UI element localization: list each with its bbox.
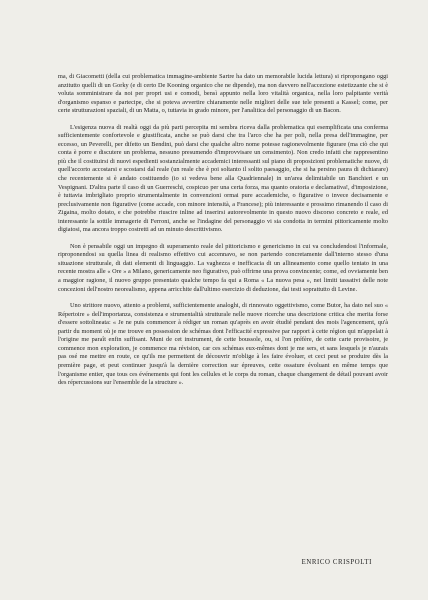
paragraph-gap (58, 235, 388, 243)
author-signature: ENRICO CRISPOLTI (301, 559, 372, 566)
paragraph-gap (58, 294, 388, 302)
paragraph-4: Uno strittore nuovo, attento a problemi, sufficientemente analoghi, di rinnovato oggettivismo, come Butor, ha dato nel suo « Répertoire » dell'importanza, consistenza e strumentalità strutturale nelle nuove ricerche una descrizione critica che merita forse d'essere sottolineata: « Je ne puis commencer à rédiger un roman qu'après en avoir étudié pendant des mois l'agencement, qu'à partir du moment où je me trouve en possession de schémas dont l'efficacité expressive par rapport à cette région qui m'appelait à l'origine me paraît enfin suffisant. Muni de cet instrument, de cette boussole, ou, si l'on préfère, de cette carte provisoire, je commence mon exploration, je commence ma révision, car ces schémas eux-mêmes dont je me sers, et sans lesquels je n'aurais pas osé me mettre en route, ce qu'ils me permettent de découvrir m'oblige à les faire évoluer, et ceci peut se produire dès la première page, et peut continuer jusqu'à la dernière correction sur épreuves, cette ossature évoluant en même temps que l'organisme entier, que tous ces événements qui font les cellules et le corps du roman, chaque changement de détail pouvant avoir des répercussions sur l'ensemble de la structure ». (58, 302, 388, 387)
paragraph-3: Non è pensabile oggi un impegno di superamento reale del pittoricismo e genericismo in cui va concludendosi l'informale, riproponendosi su quella linea di realismo effettivo cui accennavo, se non partendo concretamente dall'interno stesso d'una situazione strutturale, di dati elementi di linguaggio. La vaghezza e inefficacia di un allineamento come quello tentato in una recente mostra alle « Ore » a Milano, genericamente neo figurativo, può offrirne una prova convincente; come, ed ovviamente ben a maggior ragione, il nuovo gruppo presentato qualche tempo fa qui a Roma « La nuova pesa », nei limiti tassativi delle note concezioni dell'nostro neorealismo, appena arricchite dall'ultimo esercizio di deduzione, dai testi soprattutto di Levine. (58, 242, 388, 293)
paragraph-1: ma, di Giacometti (della cui problematica immagine-ambiente Sartre ha dato un memorabile lucida lettura) si ripropongano oggi anzitutto quelli di un Gorky (e di certo De Kooning organico che ne dipende), ma non davvero nell'accezione estetizzante che si è voluta somministrare da noi per propri usi e comodi, bensì appunto nella loro vitalità organica, nella loro palpitante verità d'organismo espanso e partecipe, che si poteva avvertire chiaramente nelle migliori delle sue tele presenti a Kassel; come, per certe strutturazioni spaziali, di un Matta, o, tuttavia in grado minore, per l'analitica del personaggio di un Bacon. (58, 73, 388, 115)
paragraph-gap (58, 116, 388, 124)
paragraph-2: L'esigenza nuova di realtà oggi da più parti percepita mi sembra riceva dalla problematica qui esemplificata una conferma sufficientemente confortevole e giustificata, anche se può darsi che tra l'arco che ha per poli, nella presa dell'immagine, per eccesso, un Peverelli, per difetto un Bendini, può darsi che qualche altro nome potesse ragionevolmente figurare (ma ciò che qui conta è porre e discutere un problema, nessuno presumendo d'improvvisare un censimento). Non credo infatti che rappresentino più che il costituirsi di nuovi espedienti sostanzialmente accademici interessanti sul piano di proposizioni problematiche nuove, di quell'accorto accostarsi e scostarsi dal reale (un reale che è poi soltanto il solito paesaggio, che si ha persino paura di dichiarare) che recentemente si è andato costituendo (io si vedeva bene alla Quadriennale) in un'area delimitabile un Banchieri e un Vespignani. D'altra parte il caso di un Guerreschi, cospicuo per una certa forza, ma quanto oratoria e declamativa!, d'imposizione, è tuttavia imbrigliato proprio strumentalmente in convenzioni ormai pure accademiche, o figurative o invece decisamente e preclusivamente non figurative (come accade, con minore intensità, a Francese); più interessante e prossimo rimanendo il caso di Zigaina, molto dotato, e che potrebbe riuscire inline ad inserirsi autorevolmente in questo nuovo discorso concreto e reale, ed interessante la sottile immagerie di Ferroni, anche se l'indagine del personaggio vi sia condotta in termini pittoricamente molto digiatosi, ma ancora troppo costretti ad un minuto descrittivismo. (58, 123, 388, 234)
